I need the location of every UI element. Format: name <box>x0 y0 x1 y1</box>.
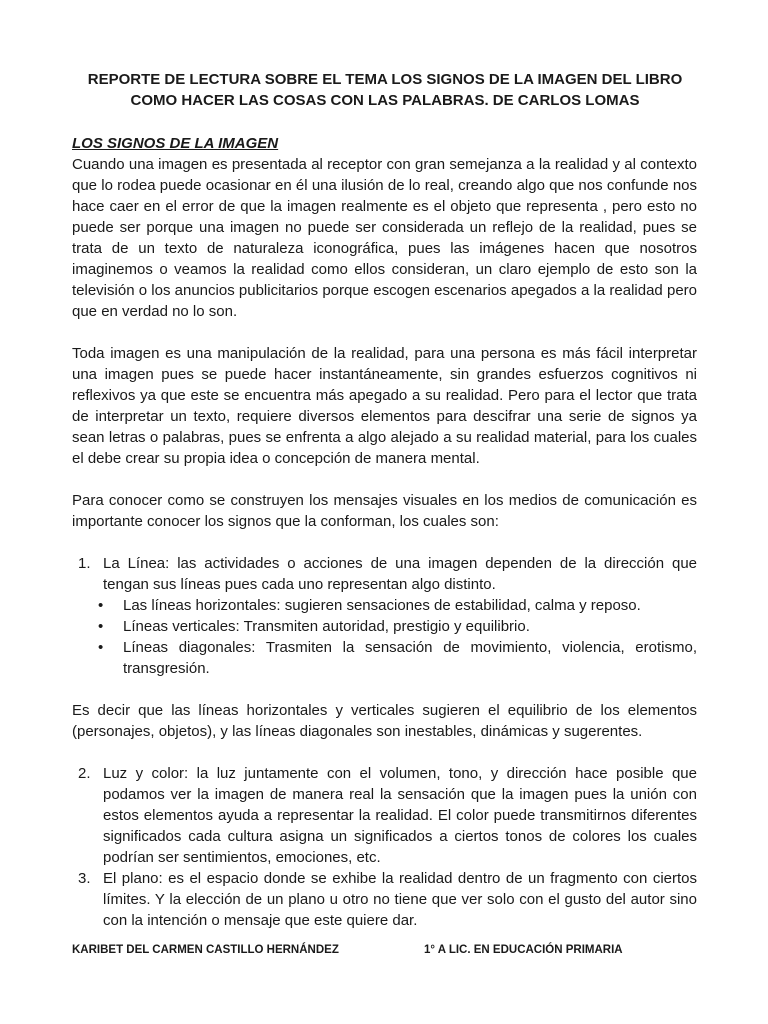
bullet-item <box>72 595 697 616</box>
footer-author: KARIBET DEL CARMEN CASTILLO HERNÁNDEZ <box>72 944 339 956</box>
document-body <box>72 133 697 931</box>
list-item-text: La Línea: las actividades o acciones de una imagen dependen de la dirección que tengan sus líneas pues cada uno representan algo distinto. <box>103 555 697 593</box>
numbered-list-2 <box>72 763 697 931</box>
bullet-text: Las líneas horizontales: sugieren sensaciones de estabilidad, calma y reposo. <box>123 597 641 614</box>
bullet-list <box>72 595 697 679</box>
bullet-item <box>72 637 697 679</box>
list-item-text: Luz y color: la luz juntamente con el volumen, tono, y dirección hace posible que podamos ver la imagen de manera real la sensación que la imagen pues la unión con estos elementos ayuda a representar la realidad. El color puede transmitirnos diferentes significados cada cultura asigna un significados a ciertos tonos de colores los cuales podrían ser sentimientos, emociones, etc. <box>103 765 697 866</box>
paragraph-1: Cuando una imagen es presentada al receptor con gran semejanza a la realidad y al contexto que lo rodea puede ocasionar en él una ilusión de lo real, creando algo que nos confunde nos hace caer en el error de que la imagen realmente es el objeto que representa , pero esto no puede ser porque una imagen no puede ser considerada un reflejo de la realidad, pues se trata de un texto de naturaleza iconográfica, pues las imágenes hacen que nosotros imaginemos o veamos la realidad como ellos consideran, un claro ejemplo de esto son la televisión o los anuncios publicitarios porque escogen escenarios apegados a la realidad pero que en verdad no lo son. <box>72 156 697 320</box>
bullet-icon: • <box>98 597 104 614</box>
list-item-text: El plano: es el espacio donde se exhibe la realidad dentro de un fragmento con ciertos límites. Y la elección de un plano u otro no tiene que ver solo con el gusto del autor sino con la intención o mensaje que este quiere dar. <box>103 870 697 929</box>
bullet-text: Líneas verticales: Transmiten autoridad, prestigio y equilibrio. <box>123 618 530 635</box>
list-number: 2. <box>78 765 91 782</box>
list-number: 3. <box>78 870 91 887</box>
list-number: 1. <box>78 555 91 572</box>
paragraph-2: Toda imagen es una manipulación de la realidad, para una persona es más fácil interpretar una imagen pues se puede hacer instantáneamente, sin grandes esfuerzos cognitivos ni reflexivos ya que este se encuentra más apegado a su realidad. Pero para el lector que trata de interpretar un texto, requiere diversos elementos para descifrar una serie de signos ya sean letras o palabras, pues se enfrenta a algo alejado a su realidad material, para los cuales el debe crear su propia idea o concepción de manera mental. <box>72 345 697 467</box>
title-line-1: REPORTE DE LECTURA SOBRE EL TEMA LOS SIGNOS DE LA IMAGEN DEL LIBRO <box>87 71 683 88</box>
title-line-2: COMO HACER LAS COSAS CON LAS PALABRAS. DE CARLOS LOMAS <box>130 92 640 109</box>
paragraph-4: Es decir que las líneas horizontales y verticales sugieren el equilibrio de los elementos (personajes, objetos), y las líneas diagonales son inestables, dinámicas y sugerentes. <box>72 702 697 740</box>
document-title <box>60 69 710 111</box>
list-item-linea <box>72 553 697 679</box>
bullet-icon: • <box>98 618 104 635</box>
section-heading: LOS SIGNOS DE LA IMAGEN <box>72 135 279 152</box>
bullet-text: Líneas diagonales: Trasmiten la sensación de movimiento, violencia, erotismo, transgresión. <box>123 639 697 677</box>
bullet-icon: • <box>98 639 104 656</box>
footer-course: 1° A LIC. EN EDUCACIÓN PRIMARIA <box>424 944 623 956</box>
list-item-plano <box>72 868 697 931</box>
paragraph-3: Para conocer como se construyen los mensajes visuales en los medios de comunicación es importante conocer los signos que la conforman, los cuales son: <box>72 492 697 530</box>
bullet-item <box>72 616 697 637</box>
numbered-list-1 <box>72 553 697 679</box>
list-item-luz-color <box>72 763 697 868</box>
